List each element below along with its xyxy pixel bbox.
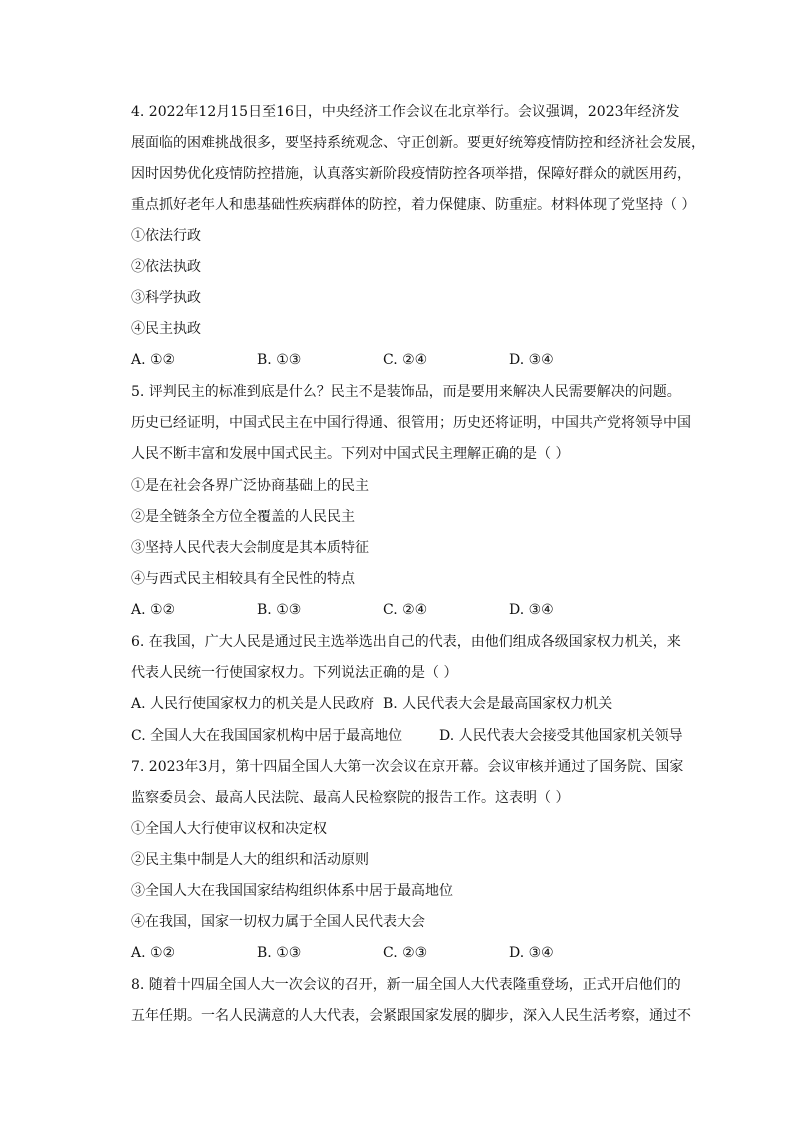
question-6-option-a: A. 人民行使国家权力的机关是人民政府 — [131, 696, 375, 712]
question-5-line-3: 人民不断丰富和发展中国式民主。下列对中国式民主理解正确的是（ ） — [131, 446, 570, 462]
question-6-line-2: 代表人民统一行使国家权力。下列说法正确的是（ ） — [131, 665, 458, 681]
question-5-line-1: 5. 评判民主的标准到底是什么？民主不是装饰品，而是要用来解决人民需要解决的问题。 — [131, 384, 681, 400]
question-4-option-d: D. ③④ — [509, 352, 554, 368]
question-7-line-2: 监察委员会、最高人民法院、最高人民检察院的报告工作。这表明（ ） — [131, 790, 570, 806]
question-4-line-1: 4. 2022年12月15日至16日，中央经济工作会议在北京举行。会议强调，2023年经济发 — [131, 104, 680, 120]
question-4-statement-4: ④民主执政 — [131, 321, 201, 337]
question-4-line-3: 因时因势优化疫情防控措施，认真落实新阶段疫情防控各项举措，保障好群众的就医用药， — [131, 166, 691, 182]
question-5-option-a: A. ①② — [131, 602, 176, 618]
question-7-option-a: A. ①② — [131, 945, 176, 961]
question-7-statement-4: ④在我国，国家一切权力属于全国人民代表大会 — [131, 914, 425, 930]
question-5-option-d: D. ③④ — [509, 602, 554, 618]
question-4-option-b: B. ①③ — [257, 352, 302, 368]
question-7-option-b: B. ①③ — [257, 945, 302, 961]
question-5-statement-3: ③坚持人民代表大会制度是其本质特征 — [131, 540, 369, 556]
question-7-line-1: 7. 2023年3月，第十四届全国人大第一次会议在京开幕。会议审核并通过了国务院、国家 — [131, 759, 684, 775]
question-6-option-d: D. 人民代表大会接受其他国家机关领导 — [439, 728, 683, 744]
question-8-line-1: 8. 随着十四届全国人大一次会议的召开，新一届全国人大代表隆重登场，正式开启他们的 — [131, 977, 681, 993]
question-4-statement-2: ②依法执政 — [131, 259, 201, 275]
question-4-line-2: 展面临的困难挑战很多，要坚持系统观念、守正创新。要更好统筹疫情防控和经济社会发展， — [131, 135, 705, 151]
question-5-line-2: 历史已经证明，中国式民主在中国行得通、很管用；历史还将证明，中国共产党将领导中国 — [131, 415, 691, 431]
question-4-option-a: A. ①② — [131, 352, 176, 368]
question-7-option-c: C. ②③ — [383, 945, 428, 961]
question-8-line-2: 五年任期。一名人民满意的人大代表，会紧跟国家发展的脚步，深入人民生活考察，通过不 — [131, 1008, 691, 1024]
question-5-option-c: C. ②④ — [383, 602, 428, 618]
question-5-statement-2: ②是全链条全方位全覆盖的人民民主 — [131, 509, 355, 525]
question-7-statement-2: ②民主集中制是人大的组织和活动原则 — [131, 852, 369, 868]
question-4-statement-1: ①依法行政 — [131, 228, 201, 244]
question-7-statement-1: ①全国人大行使审议权和决定权 — [131, 821, 327, 837]
question-5-statement-4: ④与西式民主相较具有全民性的特点 — [131, 571, 355, 587]
question-5-statement-1: ①是在社会各界广泛协商基础上的民主 — [131, 478, 369, 494]
question-4-statement-3: ③科学执政 — [131, 290, 201, 306]
question-6-line-1: 6. 在我国，广大人民是通过民主选举选出自己的代表，由他们组成各级国家权力机关，来 — [131, 634, 681, 650]
question-4-option-c: C. ②④ — [383, 352, 428, 368]
question-4-line-4: 重点抓好老年人和患基础性疾病群体的防控，着力保健康、防重症。材料体现了党坚持（ ） — [131, 197, 696, 213]
question-6-option-c: C. 全国人大在我国国家机构中居于最高地位 — [131, 728, 403, 744]
question-6-option-b: B. 人民代表大会是最高国家权力机关 — [383, 696, 613, 712]
question-7-option-d: D. ③④ — [509, 945, 554, 961]
question-7-statement-3: ③全国人大在我国国家结构组织体系中居于最高地位 — [131, 883, 453, 899]
question-5-option-b: B. ①③ — [257, 602, 302, 618]
